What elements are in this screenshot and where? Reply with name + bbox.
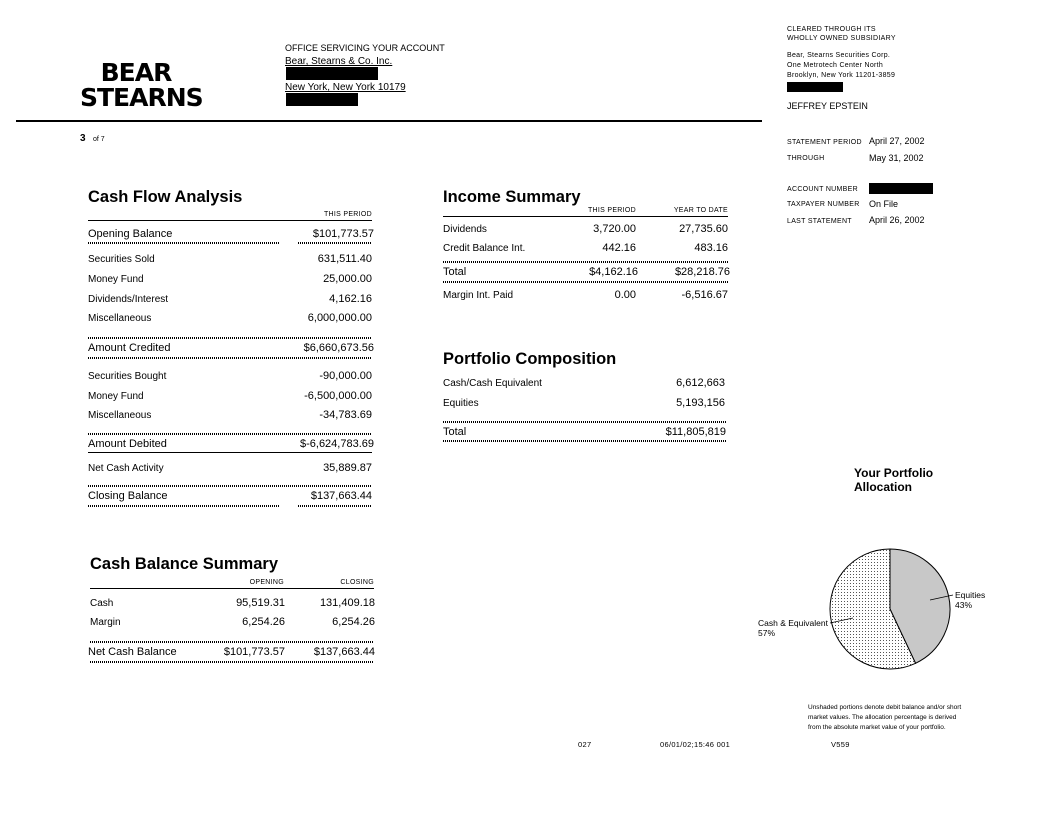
income-col-this-period: THIS PERIOD bbox=[587, 207, 636, 214]
cleared-addr-1: One Metrotech Center North bbox=[787, 62, 884, 69]
income-period-dividends: 3,720.00 bbox=[593, 223, 636, 235]
equities-pct: 43% bbox=[955, 600, 973, 610]
portfolio-value-cash: 6,612,663 bbox=[676, 377, 725, 389]
cash-balance-closing-cash: 131,409.18 bbox=[319, 597, 375, 609]
pie-slice-equities bbox=[890, 549, 950, 663]
debit-label-money-fund: Money Fund bbox=[88, 391, 144, 402]
credit-label-miscellaneous: Miscellaneous bbox=[88, 313, 152, 324]
net-cash-activity-label: Net Cash Activity bbox=[88, 463, 164, 474]
allocation-note-line-2: market values. The allocation percentage is derived bbox=[808, 714, 957, 721]
cash-flow-header-rule bbox=[88, 220, 372, 221]
redaction-account-number bbox=[869, 183, 933, 194]
net-cash-balance-top-dots bbox=[90, 641, 374, 643]
cash-balance-closing-margin: 6,254.26 bbox=[332, 616, 375, 628]
pie-slice-cash-equivalent bbox=[830, 549, 916, 669]
cash-balance-col-opening: OPENING bbox=[249, 579, 284, 586]
redaction-cleared-phone bbox=[787, 82, 843, 92]
cash-equivalent-pct: 57% bbox=[758, 628, 776, 638]
last-statement-label: LAST STATEMENT bbox=[787, 218, 852, 225]
page-of: of 7 bbox=[93, 136, 105, 143]
portfolio-total-value: $11,805,819 bbox=[665, 426, 726, 438]
income-label-credit-balance: Credit Balance Int. bbox=[443, 243, 526, 254]
cash-leader-line bbox=[830, 618, 853, 623]
equities-leader-line bbox=[930, 595, 953, 600]
debited-bottom-rule bbox=[88, 452, 372, 453]
office-name: Bear, Stearns & Co. Inc. bbox=[285, 56, 393, 67]
income-header-rule bbox=[443, 216, 728, 217]
statement-period-label: STATEMENT PERIOD bbox=[787, 139, 862, 146]
credit-label-money-fund: Money Fund bbox=[88, 274, 144, 285]
cash-balance-header-rule bbox=[90, 588, 374, 589]
allocation-note bbox=[808, 703, 961, 733]
amount-credited-value: $6,660,673.56 bbox=[303, 342, 374, 354]
portfolio-total-top-dots bbox=[443, 421, 726, 423]
through-value: May 31, 2002 bbox=[869, 153, 924, 163]
portfolio-value-equities: 5,193,156 bbox=[676, 397, 725, 409]
portfolio-total-label: Total bbox=[443, 426, 467, 438]
cash-balance-opening-margin: 6,254.26 bbox=[242, 616, 285, 628]
footer-timestamp: 06/01/02;15:46 001 bbox=[660, 740, 731, 749]
income-label-dividends: Dividends bbox=[443, 224, 487, 235]
cash-flow-col-this-period: THIS PERIOD bbox=[323, 211, 372, 218]
net-cash-balance-label: Net Cash Balance bbox=[88, 646, 177, 658]
margin-int-label: Margin Int. Paid bbox=[443, 290, 514, 301]
statement-period-value: April 27, 2002 bbox=[869, 136, 925, 146]
portfolio-label-cash: Cash/Cash Equivalent bbox=[443, 378, 542, 389]
amount-credited-label: Amount Credited bbox=[88, 342, 171, 354]
income-period-credit-balance: 442.16 bbox=[602, 242, 636, 254]
income-total-period: $4,162.16 bbox=[589, 266, 638, 278]
bear-stearns-logo bbox=[80, 58, 203, 112]
income-total-ytd: $28,218.76 bbox=[674, 266, 730, 278]
income-total-top-dots bbox=[443, 261, 728, 263]
cleared-addr-2: Brooklyn, New York 11201-3859 bbox=[787, 72, 896, 79]
allocation-note-line-3: from the absolute market value of your portfolio. bbox=[808, 724, 946, 731]
office-block bbox=[285, 43, 445, 67]
closing-top-dots bbox=[88, 485, 372, 487]
allocation-title-line-2: Allocation bbox=[854, 480, 913, 494]
opening-balance-dots-2 bbox=[298, 242, 372, 244]
cash-equivalent-label: Cash & Equivalent bbox=[758, 618, 828, 628]
credit-label-securities-sold: Securities Sold bbox=[88, 254, 155, 265]
debited-top-dots bbox=[88, 433, 372, 435]
redaction-office-phone bbox=[286, 93, 358, 106]
opening-balance-value: $101,773.57 bbox=[312, 228, 374, 240]
account-number-label: ACCOUNT NUMBER bbox=[787, 186, 858, 193]
portfolio-composition-title: Portfolio Composition bbox=[443, 350, 617, 368]
redaction-office-address bbox=[286, 67, 378, 80]
last-statement-value: April 26, 2002 bbox=[869, 215, 925, 225]
cleared-line-1: CLEARED THROUGH ITS bbox=[787, 26, 876, 33]
cash-flow-title: Cash Flow Analysis bbox=[88, 188, 243, 206]
office-city: New York, New York 10179 bbox=[285, 82, 406, 93]
footer-ref: V559 bbox=[831, 740, 850, 749]
client-name: JEFFREY EPSTEIN bbox=[787, 101, 868, 111]
page-indicator bbox=[80, 128, 105, 146]
portfolio-label-equities: Equities bbox=[443, 398, 479, 409]
net-cash-balance-opening: $101,773.57 bbox=[223, 646, 285, 658]
margin-int-ytd: -6,516.67 bbox=[681, 289, 728, 301]
credited-bottom-dots bbox=[88, 357, 372, 359]
allocation-title-line-1: Your Portfolio bbox=[854, 466, 934, 480]
cleared-line-2: WHOLLY OWNED SUBSIDIARY bbox=[787, 35, 896, 42]
credit-label-dividends-interest: Dividends/Interest bbox=[88, 294, 169, 305]
allocation-note-line-1: Unshaded portions denote debit balance and/or short bbox=[808, 704, 962, 711]
closing-balance-value: $137,663.44 bbox=[310, 490, 372, 502]
footer-code: 027 bbox=[578, 740, 592, 749]
amount-debited-value: $-6,624,783.69 bbox=[299, 438, 374, 450]
credit-value-dividends-interest: 4,162.16 bbox=[329, 293, 372, 305]
cash-balance-opening-cash: 95,519.31 bbox=[236, 597, 285, 609]
taxpayer-value: On File bbox=[869, 199, 899, 209]
income-total-label: Total bbox=[443, 266, 467, 278]
debit-label-securities-bought: Securities Bought bbox=[88, 371, 167, 382]
portfolio-total-bottom-dots bbox=[443, 440, 726, 442]
closing-balance-label: Closing Balance bbox=[88, 490, 168, 502]
closing-bottom-dots-2 bbox=[298, 505, 372, 507]
income-ytd-credit-balance: 483.16 bbox=[694, 242, 728, 254]
debit-value-miscellaneous: -34,783.69 bbox=[319, 409, 372, 421]
debit-value-securities-bought: -90,000.00 bbox=[319, 370, 372, 382]
through-label: THROUGH bbox=[787, 155, 825, 162]
margin-int-period: 0.00 bbox=[614, 289, 636, 301]
allocation-title bbox=[854, 466, 933, 494]
cash-balance-label-cash: Cash bbox=[90, 598, 114, 609]
equities-label: Equities bbox=[955, 590, 986, 600]
opening-balance-dots bbox=[88, 242, 280, 244]
debit-value-money-fund: -6,500,000.00 bbox=[304, 390, 372, 402]
cash-balance-title: Cash Balance Summary bbox=[90, 555, 279, 573]
closing-bottom-dots bbox=[88, 505, 280, 507]
cash-balance-label-margin: Margin bbox=[90, 617, 121, 628]
logo-line-1: BEAR bbox=[100, 58, 172, 87]
cash-balance-col-closing: CLOSING bbox=[340, 579, 374, 586]
opening-balance-label: Opening Balance bbox=[88, 228, 173, 240]
cash-slice-label bbox=[758, 618, 828, 638]
page-number: 3 bbox=[80, 133, 86, 144]
income-ytd-dividends: 27,735.60 bbox=[679, 223, 728, 235]
income-total-bottom-dots bbox=[443, 281, 728, 283]
income-summary-title: Income Summary bbox=[443, 188, 581, 206]
net-cash-activity-value: 35,889.87 bbox=[323, 462, 372, 474]
equities-slice-label bbox=[955, 590, 985, 610]
credited-top-dots bbox=[88, 337, 372, 339]
credit-value-securities-sold: 631,511.40 bbox=[317, 253, 372, 265]
office-label: OFFICE SERVICING YOUR ACCOUNT bbox=[285, 43, 445, 53]
income-col-ytd: YEAR TO DATE bbox=[673, 207, 728, 214]
cleared-firm: Bear, Stearns Securities Corp. bbox=[787, 52, 891, 59]
net-cash-balance-bottom-dots bbox=[90, 661, 374, 663]
header-rule bbox=[16, 120, 762, 122]
taxpayer-label: TAXPAYER NUMBER bbox=[787, 201, 860, 208]
amount-debited-label: Amount Debited bbox=[88, 438, 167, 450]
logo-line-2: STEARNS bbox=[80, 83, 203, 112]
debit-label-miscellaneous: Miscellaneous bbox=[88, 410, 152, 421]
credit-value-money-fund: 25,000.00 bbox=[323, 273, 372, 285]
net-cash-balance-closing: $137,663.44 bbox=[313, 646, 375, 658]
credit-value-miscellaneous: 6,000,000.00 bbox=[307, 312, 372, 324]
